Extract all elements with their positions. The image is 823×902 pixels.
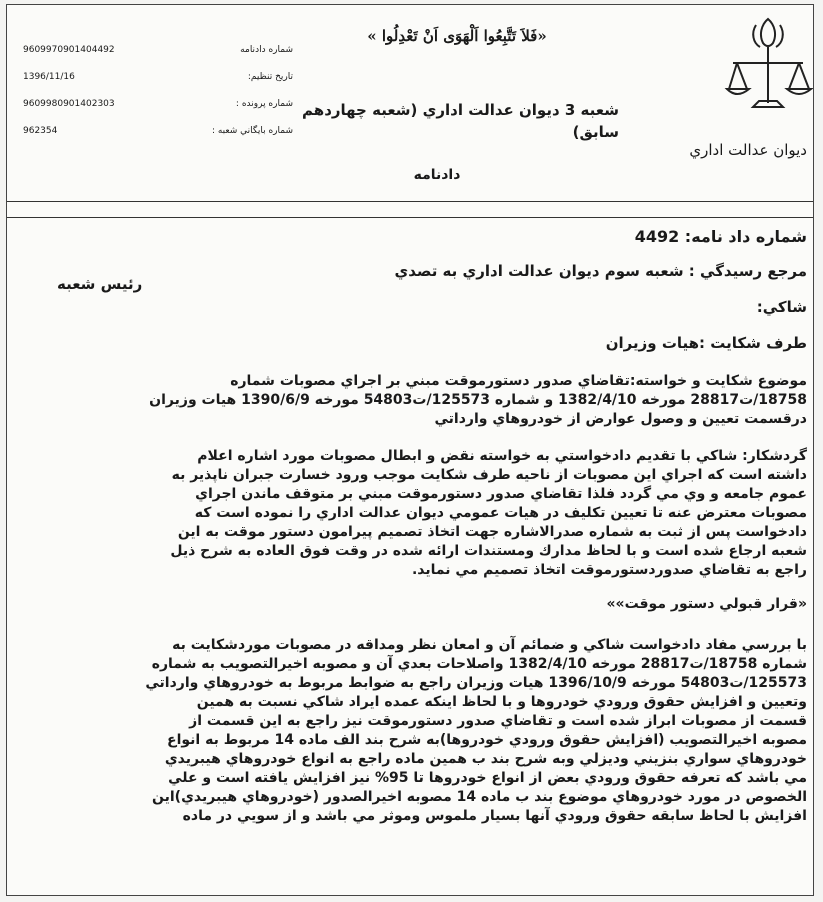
defendant: طرف شكايت :هيات وزيران — [605, 334, 807, 352]
meta-label: تاريخ تنظيم: — [247, 72, 293, 82]
subject-paragraph — [29, 372, 807, 429]
plaintiff-label: شاكي: — [756, 298, 807, 316]
judgment-number: شماره داد نامه: 4492 — [634, 227, 807, 246]
meta-row — [23, 45, 293, 72]
document-page — [6, 4, 814, 896]
meta-label: شماره دادنامه — [240, 45, 293, 55]
meta-value: 9609970901404492 — [23, 45, 115, 55]
iran-emblem-scales-icon — [723, 13, 813, 113]
branch-chair-label: رئيس شعبه — [57, 275, 143, 293]
text-line: مصوبه اخيرالتصويب (افزايش حقوق ورودي خودروها)به شرح بند الف ماده 14 مربوط به انواع — [167, 732, 807, 748]
header-divider — [7, 201, 813, 202]
document-type: دادنامه — [413, 167, 461, 183]
document-body — [29, 227, 807, 826]
text-line: 18758/ت28817 مورخه 1382/4/10 و شماره 125573/ت54803 مورخه 1390/6/9 هيات وزيران — [149, 392, 807, 408]
text-line: قسمت از مصوبات ابراز شده است و تقاضاي صدور دستورموقت نيز راجع به اين قسمت از — [189, 713, 807, 729]
header-divider — [7, 217, 813, 218]
text-line: مصوبات معترض عنه تا تعيين تكليف در هيات عمومي ديوان عدالت اداري را نموده است كه — [194, 505, 807, 521]
document-meta — [23, 45, 293, 153]
text-line: درقسمت تعيين و وصول عوارض از خودروهاي وارداتي — [434, 411, 807, 427]
text-line: مي باشد كه تعرفه حقوق ورودي بعض از انواع خودروها تا 95% نيز افزايش يافته است و علي — [168, 770, 807, 786]
text-line: شعبه ارجاع شده است و با لحاظ مدارك ومستندات ارائه شده در وقت فوق العاده به شرح ذيل — [170, 543, 807, 559]
meta-label: شماره پرونده : — [235, 99, 293, 109]
reviewing-authority: مرجع رسيدگي : شعبه سوم ديوان عدالت اداري به تصدي — [394, 262, 807, 280]
meta-row — [23, 72, 293, 99]
text-line: 125573/ت54803 مورخه 1396/10/9 هيات وزيران راجع به ضوابط مربوط به خودروهاي وارداتي — [145, 675, 807, 691]
decision-paragraph — [29, 636, 807, 826]
text-line: گردشكار: شاكي با تقديم دادخواستي به خواسته نقض و ابطال مصوبات مورد اشاره اعلام — [197, 448, 807, 464]
text-line: شماره 18758/ت28817 مورخه 1382/4/10 واصلاحات بعدي آن و مصوبه اخيرالتصويب به شماره — [151, 656, 807, 672]
meta-row — [23, 99, 293, 126]
text-line: موضوع شكايت و خواسته:تقاضاي صدور دستورموقت مبني بر اجراي مصوبات شماره — [230, 373, 807, 389]
text-line: افزايش با لحاظ سابقه حقوق ورودي آنها بسيار ملموس وموثر مي باشد و از سويي در ماده — [182, 808, 807, 824]
report-paragraph — [29, 447, 807, 580]
text-line: الخصوص در مورد خودروهاي موضوع بند ب ماده 14 مصوبه اخيرالصدور (خودروهاي هيبريدي)اين — [152, 789, 807, 805]
text-line: خودروهاي سواري بنزيني وديزلي وبه شرح بند ب همين ماده راجع به انواع خودروهاي هيبريدي — [164, 751, 807, 767]
organization-name: ديوان عدالت اداري — [689, 141, 807, 159]
meta-label: شماره بايگاني شعبه : — [211, 126, 293, 136]
decision-title: «قرار قبولي دستور موقت»» — [606, 596, 807, 612]
text-line: عموم جامعه و وي مي گردد فلذا تقاضاي صدور دستورموقت مبني بر متوقف ماندن اجراي — [195, 486, 807, 502]
text-line: راجع به تقاضاي صدوردستورموقت اتخاذ تصميم مي نمايد. — [411, 562, 807, 578]
meta-value: 9609980901402303 — [23, 99, 115, 109]
branch-name: شعبه 3 ديوان عدالت اداري (شعبه چهاردهم سابق) — [302, 101, 619, 141]
header-quote: «فَلاَ تَتَّبِعُوا اَلْهَوَى اَنْ تَعْدِلُوا » — [367, 27, 547, 45]
text-line: با بررسي مفاد دادخواست شاكي و ضمائم آن و امعان نظر ومداقه در مصوبات موردشكايت به — [172, 637, 807, 653]
text-line: وتعيين و افزايش حقوق ورودي خودروها و با لحاظ اينكه عمده ايراد شاكي نسبت به همين — [196, 694, 807, 710]
text-line: دادخواست پس از ثبت به شماره صدرالاشاره جهت اتخاذ تصميم پيرامون دستور موقت به اين — [177, 524, 807, 540]
meta-value: 1396/11/16 — [23, 72, 75, 82]
meta-row — [23, 126, 293, 153]
text-line: داشته است كه اجراي اين مصوبات از ناحيه طرف شكايت موجب ورود خسارت جبران ناپذير به — [171, 467, 807, 483]
meta-value: 962354 — [23, 126, 58, 136]
